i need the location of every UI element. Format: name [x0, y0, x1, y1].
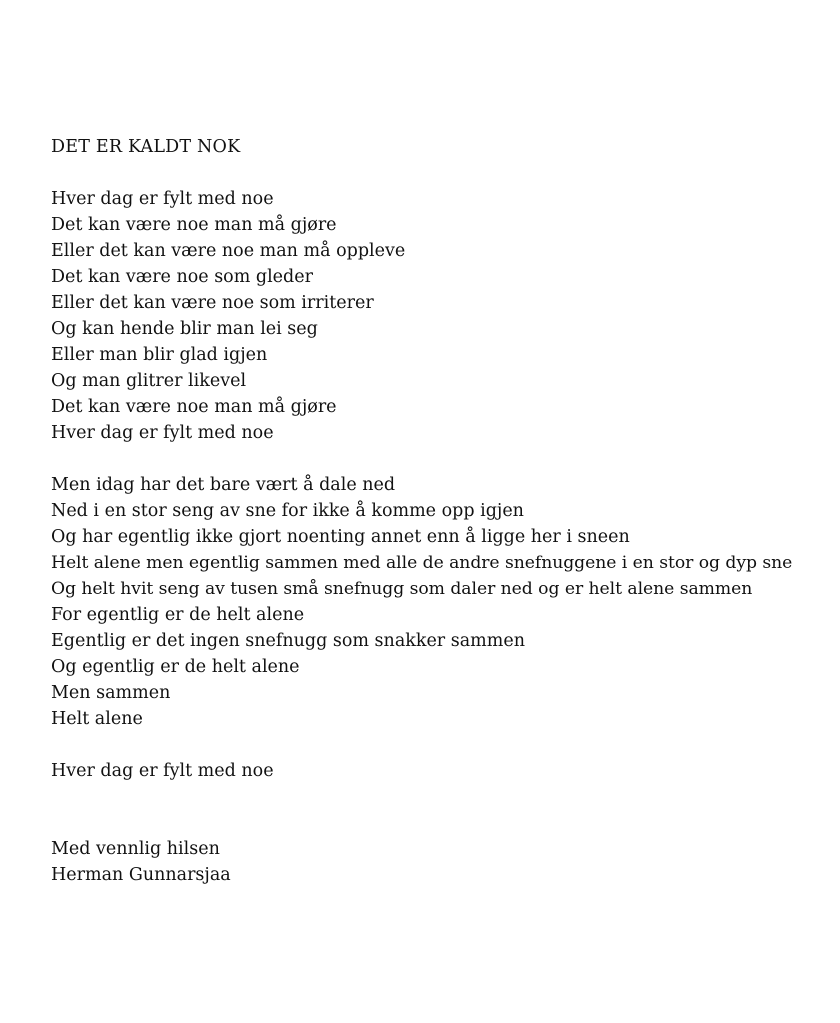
- stanza-1: [51, 186, 821, 446]
- poem-document: [51, 134, 821, 888]
- signature-greeting: Med vennlig hilsen: [51, 839, 220, 859]
- poem-line: Og har egentlig ikke gjort noenting annet enn å ligge her i sneen: [51, 527, 630, 547]
- poem-line: Ned i en stor seng av sne for ikke å komme opp igjen: [51, 501, 524, 521]
- poem-line: Men idag har det bare vært å dale ned: [51, 475, 396, 495]
- poem-line: Men sammen: [51, 683, 171, 703]
- poem-line: Det kan være noe som gleder: [51, 267, 313, 287]
- poem-line: Det kan være noe man må gjøre: [51, 397, 337, 417]
- poem-line: Helt alene: [51, 709, 143, 729]
- poem-line: Hver dag er fylt med noe: [51, 189, 274, 209]
- closing-line: Hver dag er fylt med noe: [51, 761, 274, 781]
- poem-line: Eller man blir glad igjen: [51, 345, 268, 365]
- poem-line: Og helt hvit seng av tusen små snefnugg som daler ned og er helt alene sammen: [51, 579, 753, 599]
- signature-name: Herman Gunnarsjaa: [51, 865, 231, 885]
- signature-block: [51, 836, 821, 888]
- poem-line: Og kan hende blir man lei seg: [51, 319, 318, 339]
- poem-line: Eller det kan være noe som irriterer: [51, 293, 374, 313]
- poem-title: DET ER KALDT NOK: [51, 137, 241, 157]
- stanza-2: [51, 472, 821, 732]
- signature-gap: [51, 784, 821, 836]
- stanza-gap: [51, 446, 821, 472]
- stanza-gap: [51, 160, 821, 186]
- stanza-gap: [51, 732, 821, 758]
- poem-line: For egentlig er de helt alene: [51, 605, 305, 625]
- poem-line: Hver dag er fylt med noe: [51, 423, 274, 443]
- poem-line: Det kan være noe man må gjøre: [51, 215, 337, 235]
- poem-line: Og egentlig er de helt alene: [51, 657, 300, 677]
- poem-line: Helt alene men egentlig sammen med alle de andre snefnuggene i en stor og dyp sne: [51, 553, 793, 573]
- poem-line: Eller det kan være noe man må oppleve: [51, 241, 406, 261]
- poem-line: Egentlig er det ingen snefnugg som snakker sammen: [51, 631, 525, 651]
- poem-line: Og man glitrer likevel: [51, 371, 247, 391]
